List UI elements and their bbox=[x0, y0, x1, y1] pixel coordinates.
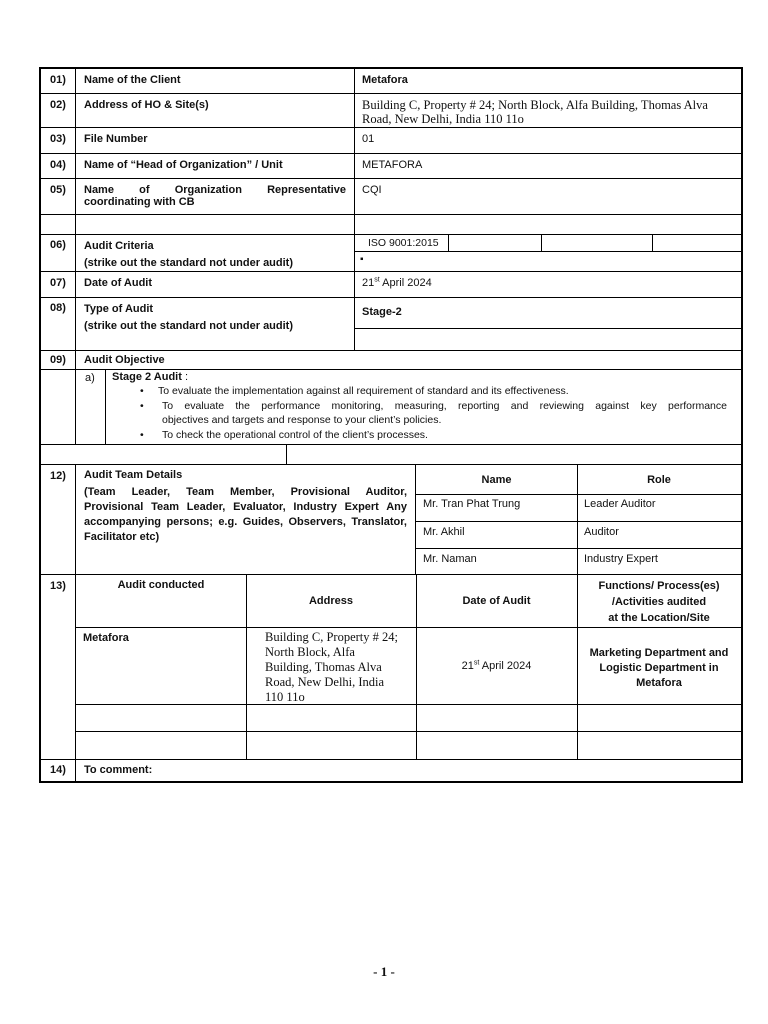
row-audit-conducted bbox=[41, 575, 741, 760]
conducted-site: Metafora bbox=[83, 632, 129, 644]
audit-type-cell bbox=[355, 298, 741, 350]
member-role: Leader Auditor bbox=[584, 498, 656, 510]
address-line: Road, New Delhi, India bbox=[265, 675, 385, 689]
comment-label: To comment: bbox=[84, 764, 153, 776]
blank-cell bbox=[76, 215, 355, 234]
label-line: (strike out the standard not under audit) bbox=[84, 320, 294, 332]
row-number: 14) bbox=[41, 760, 76, 781]
audit-date bbox=[355, 272, 741, 297]
team-members-table bbox=[416, 465, 741, 574]
date-suffix: st bbox=[473, 659, 480, 667]
function-line: Metafora bbox=[636, 677, 682, 689]
date-day: 21 bbox=[362, 277, 375, 289]
standard-name: ISO 9001:2015 bbox=[368, 237, 439, 249]
audit-team-details bbox=[76, 465, 416, 574]
client-name: Metafora bbox=[362, 74, 408, 86]
member-name: Mr. Naman bbox=[423, 553, 477, 565]
date-suffix: st bbox=[374, 276, 380, 284]
row-number: 06) bbox=[41, 235, 76, 271]
bullet-marker: ▪ bbox=[360, 254, 364, 265]
row-client bbox=[41, 69, 741, 94]
representative-value: CQI bbox=[362, 184, 382, 196]
row-number: 08) bbox=[41, 298, 76, 350]
audit-type-value: Stage-2 bbox=[362, 306, 402, 318]
grid-line bbox=[652, 235, 653, 251]
row-number: 03) bbox=[41, 128, 76, 153]
member-role: Industry Expert bbox=[584, 553, 658, 565]
team-title: Audit Team Details bbox=[84, 469, 183, 481]
address-line: Building C, Property # 24; bbox=[265, 630, 398, 644]
grid-line bbox=[76, 627, 741, 628]
label-line: coordinating with CB bbox=[84, 196, 195, 208]
bullet-marker: • bbox=[140, 429, 144, 441]
row-audit-criteria bbox=[41, 235, 741, 272]
column-header-conducted: Audit conducted bbox=[117, 579, 205, 591]
blank-cell bbox=[41, 370, 76, 444]
row-audit-objective bbox=[41, 351, 741, 370]
team-desc-line: Provisional Team Leader, Evaluator, Industry Expert Any bbox=[84, 501, 407, 513]
address-line: Building C, Property # 24; North Block, Alfa Building, Thomas Alva bbox=[362, 98, 708, 112]
grid-line bbox=[416, 521, 741, 522]
field-label bbox=[76, 298, 355, 350]
field-label: Name of “Head of Organization” / Unit bbox=[76, 154, 355, 178]
grid-line bbox=[416, 548, 741, 549]
file-number-value: 01 bbox=[362, 133, 375, 145]
member-role: Auditor bbox=[584, 526, 619, 538]
grid-line bbox=[448, 235, 449, 251]
bullet-marker: • bbox=[140, 400, 144, 412]
team-desc-line: Facilitator etc) bbox=[84, 531, 160, 543]
audit-plan-table bbox=[39, 67, 743, 783]
row-number: 13) bbox=[41, 575, 76, 759]
sub-letter: a) bbox=[76, 370, 106, 444]
conducted-table bbox=[76, 575, 741, 759]
member-name: Mr. Tran Phat Trung bbox=[423, 498, 521, 510]
function-line: Logistic Department in bbox=[599, 662, 719, 674]
row-file-number bbox=[41, 128, 741, 154]
objective-text bbox=[106, 370, 741, 444]
head-of-organization-value: METAFORA bbox=[362, 159, 423, 171]
field-label bbox=[76, 235, 355, 271]
column-header-date: Date of Audit bbox=[462, 595, 531, 607]
address-line: North Block, Alfa bbox=[265, 645, 355, 659]
row-comment bbox=[41, 760, 741, 781]
row-representative bbox=[41, 179, 741, 215]
column-header-functions bbox=[577, 578, 741, 626]
objective-bullet: To evaluate the performance monitoring, measuring, reporting and reviewing against key performance bbox=[162, 400, 727, 412]
grid-line bbox=[416, 494, 741, 495]
row-address bbox=[41, 94, 741, 128]
field-label: File Number bbox=[76, 128, 355, 153]
label-line: Audit Criteria bbox=[84, 240, 154, 252]
objective-bullet-continuation: objectives and targets and response to your client’s policies. bbox=[162, 414, 442, 426]
row-number: 12) bbox=[41, 465, 76, 574]
date-day: 21 bbox=[461, 660, 474, 672]
label-word: Representative bbox=[267, 184, 346, 196]
date-rest: April 2024 bbox=[479, 660, 532, 672]
conducted-functions bbox=[577, 646, 741, 691]
grid-line bbox=[76, 704, 741, 705]
team-desc-line: (Team Leader, Team Member, Provisional Auditor, bbox=[84, 486, 407, 498]
field-label bbox=[76, 179, 355, 214]
address-line: Building, Thomas Alva bbox=[265, 660, 382, 674]
field-label: Audit Objective bbox=[84, 354, 165, 366]
header-line: /Activities audited bbox=[611, 596, 707, 608]
row-date-of-audit bbox=[41, 272, 741, 298]
label-word: of bbox=[139, 184, 150, 196]
conducted-date bbox=[416, 660, 577, 672]
grid-line bbox=[76, 731, 741, 732]
objective-bullet: To check the operational control of the client’s processes. bbox=[162, 429, 428, 441]
stage-colon: : bbox=[181, 371, 189, 383]
field-label: Name of the Client bbox=[76, 69, 355, 93]
row-blank bbox=[41, 215, 741, 235]
address-line: Road, New Delhi, India 110 11o bbox=[362, 112, 524, 126]
row-audit-team bbox=[41, 465, 741, 575]
field-label: Date of Audit bbox=[76, 272, 355, 297]
page-number: - 1 - bbox=[373, 964, 395, 979]
grid-line bbox=[286, 445, 287, 464]
member-name: Mr. Akhil bbox=[423, 526, 465, 538]
row-number: 01) bbox=[41, 69, 76, 93]
grid-line bbox=[541, 235, 542, 251]
header-line: Functions/ Process(es) bbox=[598, 580, 720, 592]
blank-cell bbox=[41, 215, 76, 234]
row-type-of-audit bbox=[41, 298, 741, 351]
field-label: Address of HO & Site(s) bbox=[76, 94, 355, 127]
label-word: Name bbox=[84, 184, 114, 196]
column-header-role: Role bbox=[647, 474, 671, 486]
address-value bbox=[355, 94, 741, 127]
label-line: (strike out the standard not under audit) bbox=[84, 257, 294, 269]
objective-bullet: To evaluate the implementation against all requirement of standard and its effectiveness. bbox=[158, 385, 569, 397]
conducted-address bbox=[265, 630, 398, 705]
function-line: Marketing Department and bbox=[589, 647, 729, 659]
label-line: Type of Audit bbox=[84, 303, 154, 315]
row-number: 02) bbox=[41, 94, 76, 127]
date-rest: April 2024 bbox=[379, 277, 432, 289]
label-word: Organization bbox=[174, 184, 242, 196]
column-header-address: Address bbox=[308, 595, 354, 607]
header-line: at the Location/Site bbox=[608, 612, 710, 624]
row-objective-body bbox=[41, 370, 741, 445]
criteria-grid bbox=[355, 235, 741, 271]
row-head-of-organization bbox=[41, 154, 741, 179]
address-line: 110 11o bbox=[265, 690, 305, 704]
column-header-name: Name bbox=[481, 474, 512, 486]
row-number: 05) bbox=[41, 179, 76, 214]
bullet-marker: • bbox=[140, 385, 144, 397]
grid-line bbox=[355, 328, 741, 329]
row-number: 07) bbox=[41, 272, 76, 297]
row-number: 09) bbox=[41, 351, 76, 369]
row-number: 04) bbox=[41, 154, 76, 178]
row-blank bbox=[41, 445, 741, 465]
grid-line bbox=[355, 251, 741, 252]
team-desc-line: accompanying persons; e.g. Guides, Observers, Translator, bbox=[84, 516, 407, 528]
stage-title: Stage 2 Audit bbox=[112, 371, 182, 383]
